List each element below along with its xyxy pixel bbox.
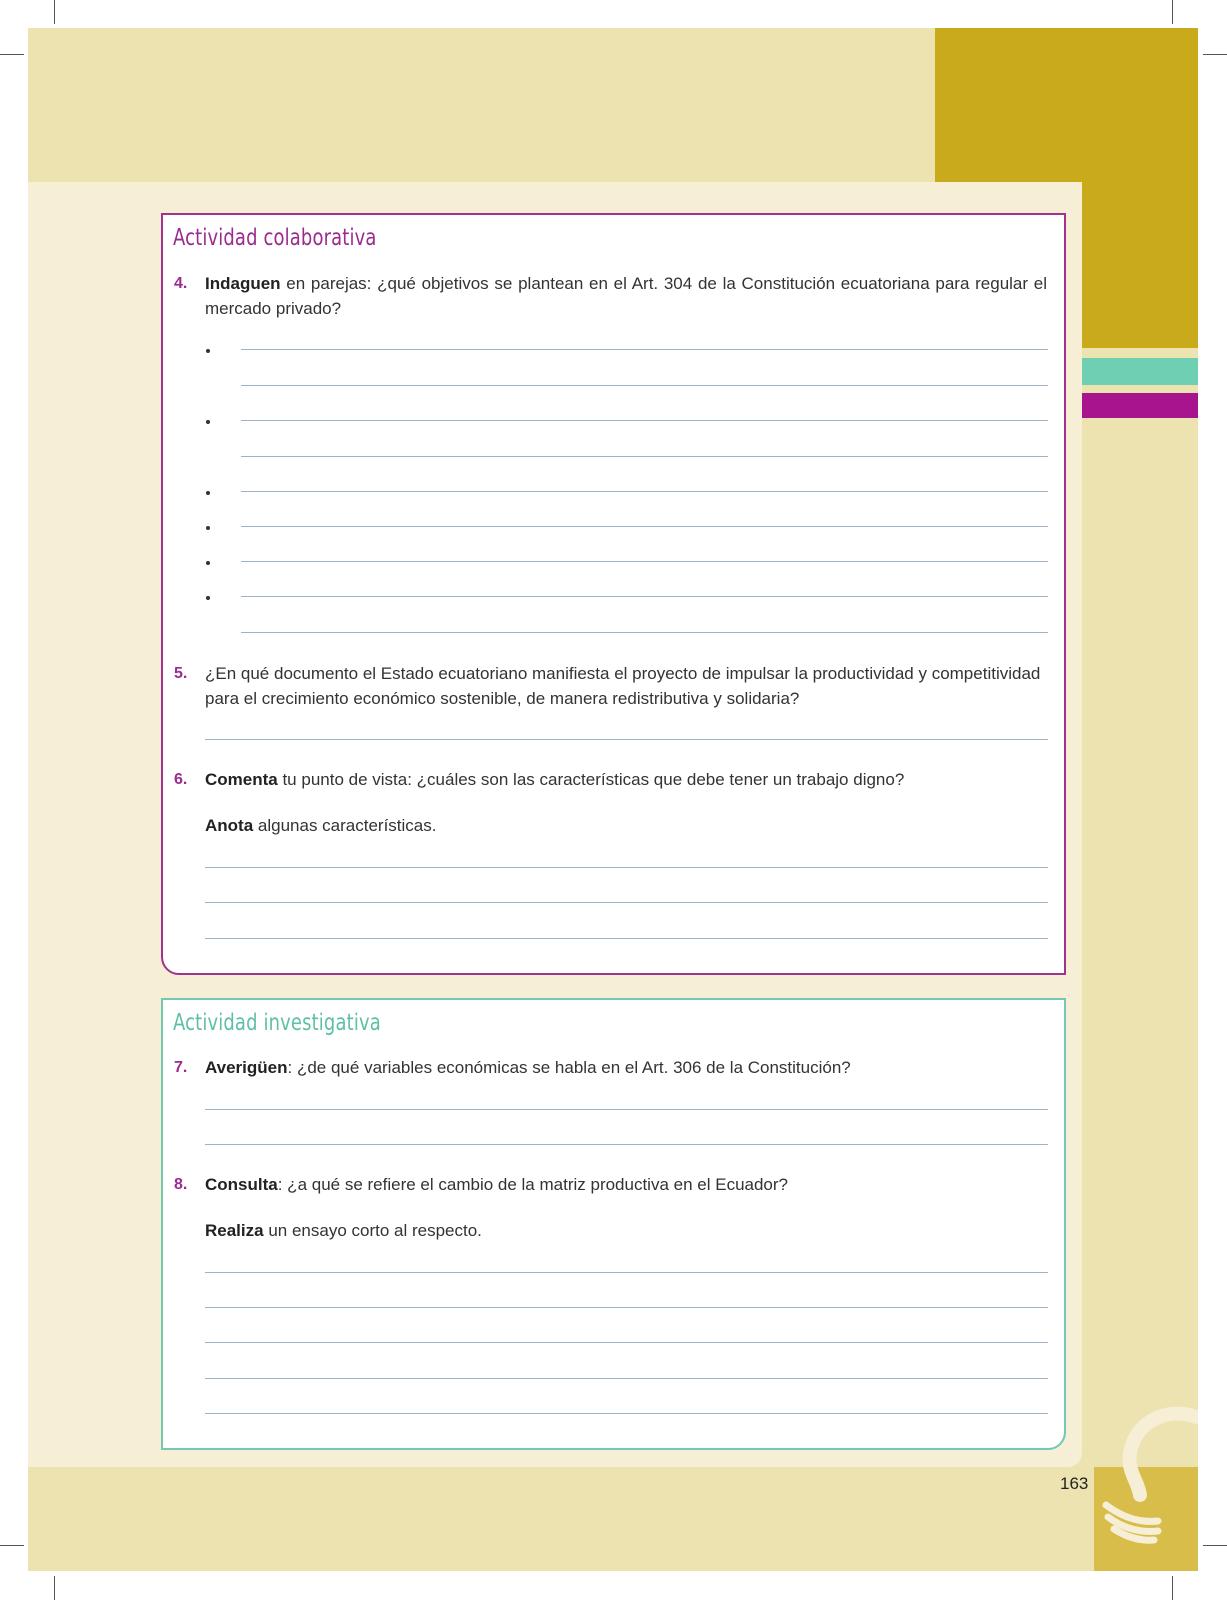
question-8-followup [205,1218,1050,1243]
answer-line[interactable] [205,1307,1048,1308]
crop-mark [1203,1545,1227,1546]
collaborative-activity-box [161,213,1066,975]
question-verb: Indaguen [205,274,281,293]
answer-line[interactable] [241,526,1048,527]
magenta-accent-stripe [1082,393,1198,418]
crop-mark [0,1545,24,1546]
answer-line[interactable] [241,349,1048,350]
crop-mark [1203,54,1227,55]
question-body: : ¿a qué se refiere el cambio de la matriz productiva en el Ecuador? [277,1175,788,1194]
answer-line[interactable] [241,385,1048,386]
bullet [206,561,210,565]
followup-verb: Anota [205,816,254,835]
question-number: 4. [174,275,188,292]
collaborative-activity-title: Actividad colaborativa [173,225,377,251]
question-6-text [205,767,1050,792]
teal-accent-stripe [1082,358,1198,385]
question-body: : ¿de qué variables económicas se habla en el Art. 306 de la Constitución? [287,1058,851,1077]
answer-line[interactable] [205,1144,1048,1145]
answer-line[interactable] [241,456,1048,457]
question-body: en parejas: ¿qué objetivos se plantean en el Art. 304 de la Constitución ecuatoriana para regular el mercado privado? [205,274,1047,318]
crop-mark [54,1576,55,1600]
answer-line[interactable] [241,561,1048,562]
answer-line[interactable] [205,1342,1048,1343]
answer-line[interactable] [241,491,1048,492]
answer-line[interactable] [205,1272,1048,1273]
crop-mark [0,54,24,55]
lightbulb-icon [1100,1405,1198,1545]
crop-mark [1172,1576,1173,1600]
question-5-text: ¿En qué documento el Estado ecuatoriano manifiesta el proyecto de impulsar la productividad y competitividad para el crecimiento económico sostenible, de manera redistributiva y solidaria? [205,664,1041,708]
answer-line[interactable] [241,420,1048,421]
crop-mark [1172,0,1173,24]
bullet [206,420,210,424]
question-verb: Consulta [205,1175,278,1194]
question-8-text [205,1172,1050,1197]
answer-line[interactable] [205,1378,1048,1379]
answer-line[interactable] [205,867,1048,868]
answer-line[interactable] [205,902,1048,903]
bullet [206,349,210,353]
followup-body: un ensayo corto al respecto. [263,1221,482,1240]
question-verb: Averigüen [205,1058,288,1077]
crop-mark [54,0,55,24]
question-body: tu punto de vista: ¿cuáles son las características que debe tener un trabajo digno? [277,770,905,789]
question-number: 8. [174,1176,188,1193]
bullet [206,596,210,600]
page-number: 163 [1060,1474,1089,1493]
question-4-text [205,271,1047,321]
question-verb: Comenta [205,770,278,789]
question-number: 7. [174,1059,188,1076]
bullet [206,526,210,530]
answer-line[interactable] [205,1109,1048,1110]
question-number: 5. [174,665,188,682]
followup-body: algunas características. [253,816,437,835]
bullet [206,491,210,495]
answer-line[interactable] [205,1413,1048,1414]
investigative-activity-box [161,998,1066,1450]
answer-line[interactable] [241,632,1048,633]
answer-line[interactable] [205,739,1048,740]
followup-verb: Realiza [205,1221,264,1240]
question-number: 6. [174,771,188,788]
answer-line[interactable] [205,938,1048,939]
answer-line[interactable] [241,596,1048,597]
question-6-followup [205,813,1050,838]
investigative-activity-title: Actividad investigativa [173,1010,381,1036]
question-7-text [205,1055,1050,1080]
